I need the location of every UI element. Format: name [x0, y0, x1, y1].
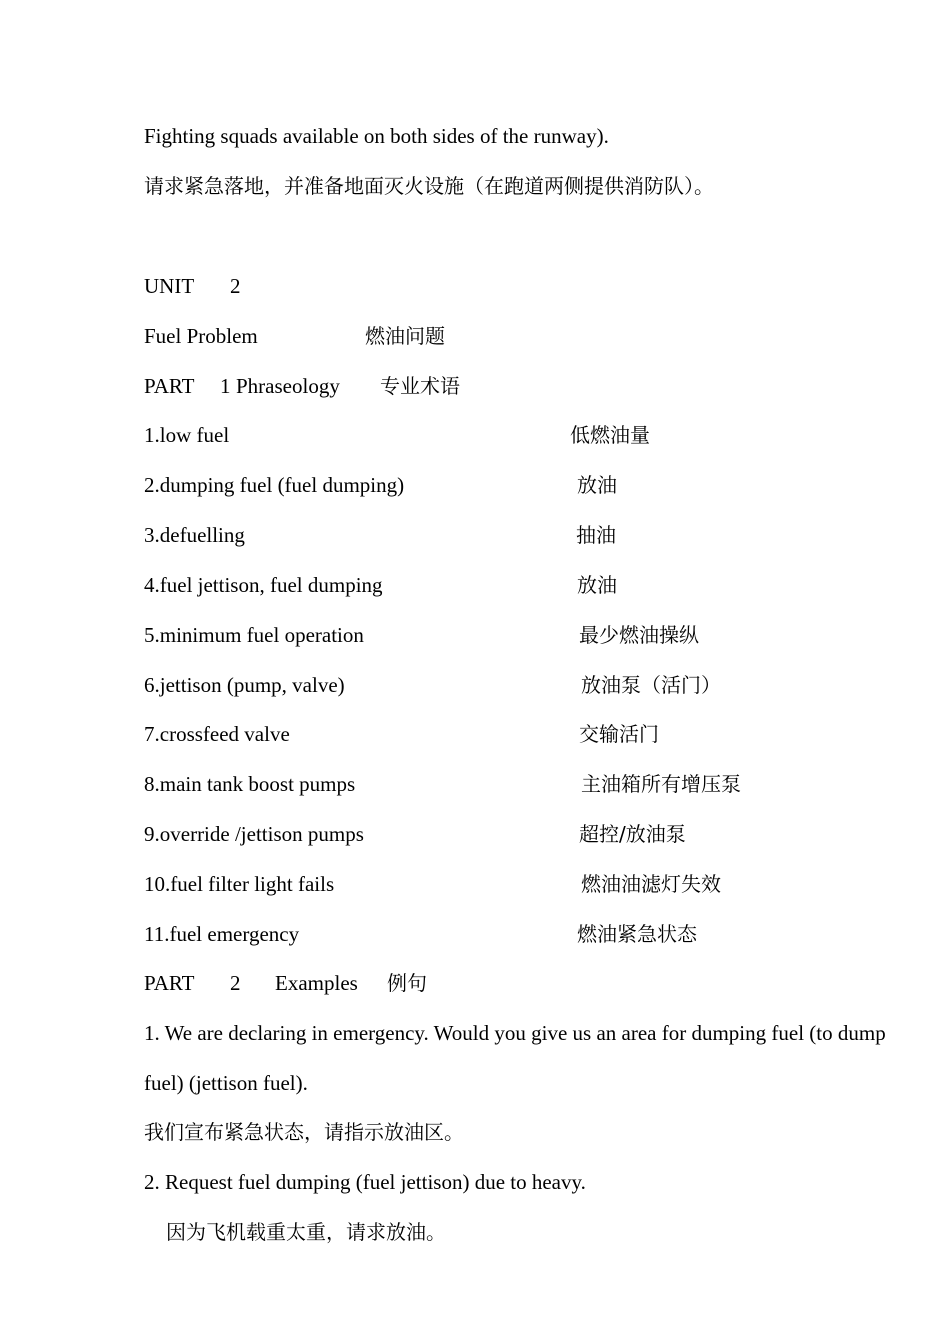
part2-title-zh: 例句	[387, 971, 427, 995]
term-row	[144, 872, 784, 896]
part2-number: 2	[230, 971, 241, 995]
term-row	[144, 623, 784, 647]
unit-title-en: Fuel Problem	[144, 324, 258, 348]
term-row	[144, 922, 784, 946]
term-row	[144, 423, 784, 447]
example-2-en: 2. Request fuel dumping (fuel jettison) due to heavy.	[144, 1170, 586, 1194]
part1-number: 1	[220, 374, 231, 398]
term-en: 10.fuel filter light fails	[144, 872, 335, 896]
intro-line-en: Fighting squads available on both sides of the runway).	[144, 124, 609, 148]
term-en: 7.crossfeed valve	[144, 722, 290, 746]
term-en: 4.fuel jettison, fuel dumping	[144, 573, 383, 597]
example-1-en-line-2: fuel) (jettison fuel).	[144, 1071, 308, 1095]
unit-heading	[144, 274, 344, 298]
part1-label: PART	[144, 374, 195, 398]
term-row	[144, 822, 784, 846]
term-zh: 主油箱所有增压泵	[581, 772, 741, 796]
example-1-zh: 我们宣布紧急状态，请指示放油区。	[144, 1120, 464, 1144]
example-1-en-line-1: 1. We are declaring in emergency. Would you give us an area for dumping fuel (to dump	[144, 1021, 886, 1045]
term-zh: 低燃油量	[570, 423, 650, 447]
term-zh: 燃油紧急状态	[577, 922, 697, 946]
unit-title	[144, 324, 484, 348]
term-zh: 放油泵（活门）	[581, 673, 721, 697]
term-zh: 超控/放油泵	[579, 822, 686, 846]
example-2-zh: 因为飞机载重太重，请求放油。	[166, 1220, 446, 1244]
term-en: 2.dumping fuel (fuel dumping)	[144, 473, 405, 497]
part2-label: PART	[144, 971, 195, 995]
term-en: 9.override /jettison pumps	[144, 822, 364, 846]
term-en: 5.minimum fuel operation	[144, 623, 364, 647]
term-zh: 放油	[577, 473, 617, 497]
term-en: 11.fuel emergency	[144, 922, 300, 946]
intro-line-zh: 请求紧急落地，并准备地面灭火设施（在跑道两侧提供消防队）。	[144, 174, 714, 198]
unit-label: UNIT	[144, 274, 195, 298]
term-row	[144, 573, 784, 597]
term-zh: 抽油	[576, 523, 616, 547]
unit-title-zh: 燃油问题	[365, 324, 445, 348]
part1-title-zh: 专业术语	[380, 374, 460, 398]
term-row	[144, 673, 784, 697]
term-en: 3.defuelling	[144, 523, 245, 547]
term-zh: 放油	[577, 573, 617, 597]
term-zh: 交输活门	[579, 722, 659, 746]
part1-heading	[144, 374, 504, 398]
term-row	[144, 523, 784, 547]
term-en: 8.main tank boost pumps	[144, 772, 356, 796]
term-row	[144, 722, 784, 746]
term-en: 1.low fuel	[144, 423, 230, 447]
term-zh: 最少燃油操纵	[579, 623, 699, 647]
term-row	[144, 772, 784, 796]
part1-title-en: Phraseology	[236, 374, 340, 398]
term-en: 6.jettison (pump, valve)	[144, 673, 345, 697]
unit-number: 2	[230, 274, 241, 298]
term-zh: 燃油油滤灯失效	[581, 872, 721, 896]
term-row	[144, 473, 784, 497]
part2-heading	[144, 971, 484, 995]
part2-title-en: Examples	[275, 971, 358, 995]
